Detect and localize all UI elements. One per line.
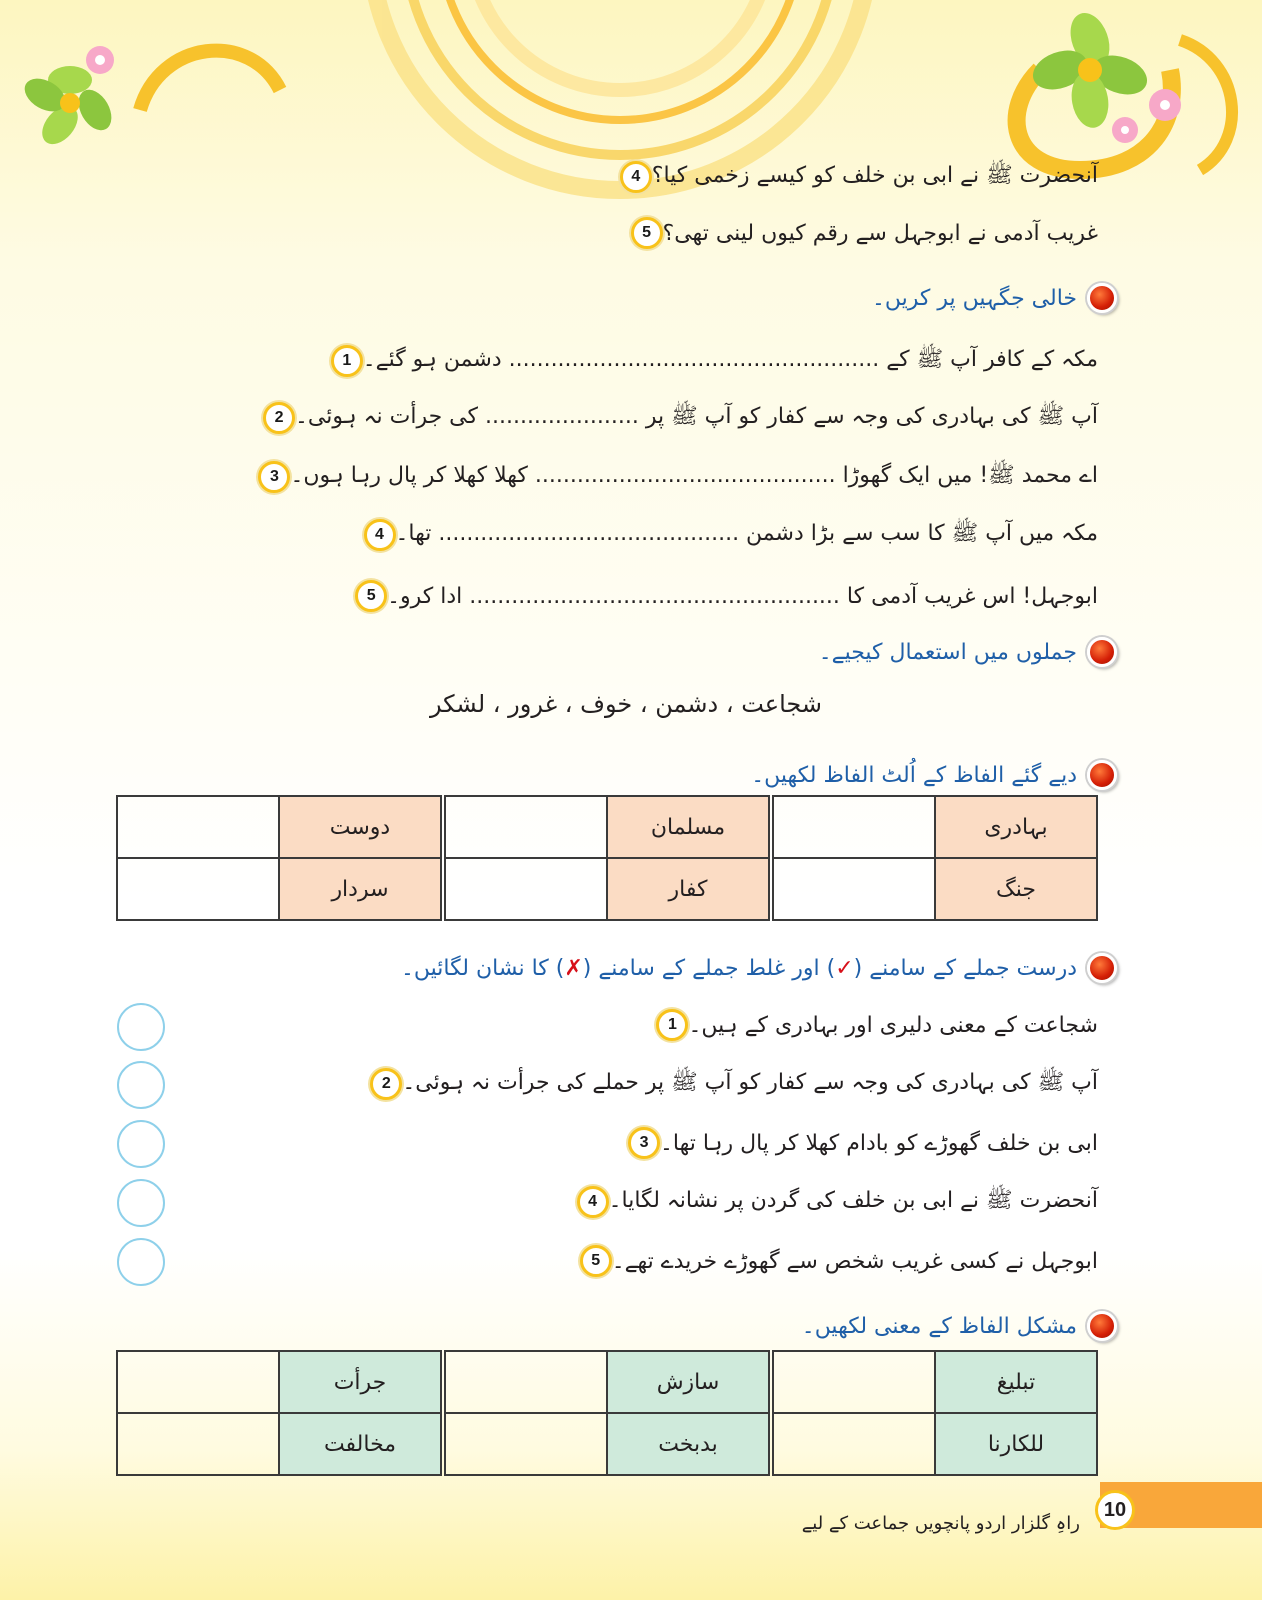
word-cell: للکارنا xyxy=(935,1413,1097,1475)
vocabulary-words: شجاعت ، دشمن ، خوف ، غرور ، لشکر xyxy=(429,690,822,718)
section-title xyxy=(401,956,1077,981)
heading-text: درست جملے کے سامنے ( xyxy=(853,955,1077,981)
section-bullet-icon xyxy=(1087,1311,1117,1341)
item-number-badge: 4 xyxy=(364,519,396,551)
section-bullet-icon xyxy=(1087,953,1117,983)
question-item xyxy=(620,157,1112,197)
answer-cell[interactable] xyxy=(445,796,607,858)
answer-cell[interactable] xyxy=(445,858,607,920)
item-number-badge: 1 xyxy=(331,345,363,377)
answer-circle[interactable] xyxy=(117,1003,165,1051)
fill-blank-item xyxy=(331,341,1112,381)
section-title: جملوں میں استعمال کیجیے۔ xyxy=(818,639,1077,665)
table-row xyxy=(117,858,1097,920)
page-number: 10 xyxy=(1095,1490,1135,1530)
fill-blank-text: مکہ کے کافر آپ ﷺ کے ..................................................... دشمن ہو گئے۔ xyxy=(362,347,1098,372)
word-cell: سازش xyxy=(607,1351,769,1413)
answer-cell[interactable] xyxy=(773,858,935,920)
fill-blanks-heading xyxy=(872,280,1117,316)
word-cell: تبلیغ xyxy=(935,1351,1097,1413)
fill-blank-text: آپ ﷺ کی بہادری کی وجہ سے کفار کو آپ ﷺ پر ...................... کی جرأت نہ ہوئی۔ xyxy=(295,404,1098,429)
item-number-badge: 1 xyxy=(656,1009,688,1041)
true-false-item xyxy=(370,1064,1112,1104)
statement-text: آپ ﷺ کی بہادری کی وجہ سے کفار کو آپ ﷺ پر حملے کی جرأت نہ ہوئی۔ xyxy=(402,1070,1098,1095)
answer-circle[interactable] xyxy=(117,1061,165,1109)
cross-icon: ✗ xyxy=(564,955,583,981)
word-cell: جرأت xyxy=(279,1351,441,1413)
answer-cell[interactable] xyxy=(445,1351,607,1413)
flower-left-icon xyxy=(19,46,118,151)
meanings-heading xyxy=(802,1308,1117,1344)
item-number-badge: 3 xyxy=(628,1127,660,1159)
fill-blank-text: مکہ میں آپ ﷺ کا سب سے بڑا دشمن ........................................... تھا۔ xyxy=(395,521,1098,546)
fill-blank-item xyxy=(263,398,1112,438)
table-row xyxy=(117,796,1097,858)
answer-cell[interactable] xyxy=(117,1351,279,1413)
item-number-badge: 4 xyxy=(577,1186,609,1218)
section-title: دیے گئے الفاظ کے اُلٹ الفاظ لکھیں۔ xyxy=(751,762,1077,788)
word-cell: مخالفت xyxy=(279,1413,441,1475)
question-text: آنحضرت ﷺ نے ابی بن خلف کو کیسے زخمی کیا؟ xyxy=(651,163,1098,188)
opposites-heading xyxy=(751,757,1117,793)
true-false-heading xyxy=(401,950,1117,986)
answer-circle[interactable] xyxy=(117,1238,165,1286)
fill-blank-item xyxy=(258,457,1112,497)
fill-blank-text: اے محمد ﷺ! میں ایک گھوڑا ........................................... کھلا کھلا کر پال رہا ہوں۔ xyxy=(290,463,1098,488)
answer-cell[interactable] xyxy=(773,1413,935,1475)
statement-text: آنحضرت ﷺ نے ابی بن خلف کی گردن پر نشانہ لگایا۔ xyxy=(608,1188,1098,1213)
answer-cell[interactable] xyxy=(445,1413,607,1475)
answer-circle[interactable] xyxy=(117,1120,165,1168)
answer-circle[interactable] xyxy=(117,1179,165,1227)
item-number-badge: 5 xyxy=(631,217,663,249)
table-row xyxy=(117,1351,1097,1413)
heading-text: ) اور غلط جملے کے سامنے ( xyxy=(582,955,836,981)
book-title: راہِ گلزار اردو پانچویں جماعت کے لیے xyxy=(801,1513,1080,1534)
word-cell: مسلمان xyxy=(607,796,769,858)
statement-text: ابوجہل نے کسی غریب شخص سے گھوڑے خریدے تھے۔ xyxy=(611,1248,1098,1274)
statement-text: ابی بن خلف گھوڑے کو بادام کھلا کر پال رہا تھا۔ xyxy=(660,1130,1098,1156)
true-false-item xyxy=(656,1005,1112,1045)
word-cell: بہادری xyxy=(935,796,1097,858)
word-cell: دوست xyxy=(279,796,441,858)
item-number-badge: 2 xyxy=(370,1068,402,1100)
item-number-badge: 2 xyxy=(263,402,295,434)
answer-cell[interactable] xyxy=(117,858,279,920)
answer-cell[interactable] xyxy=(773,1351,935,1413)
word-cell: جنگ xyxy=(935,858,1097,920)
word-cell: کفار xyxy=(607,858,769,920)
word-cell: بدبخت xyxy=(607,1413,769,1475)
section-title: مشکل الفاظ کے معنی لکھیں۔ xyxy=(801,1313,1077,1339)
section-bullet-icon xyxy=(1087,283,1117,313)
opposites-table xyxy=(116,795,1098,921)
meanings-table xyxy=(116,1350,1098,1476)
true-false-item xyxy=(580,1241,1112,1281)
section-bullet-icon xyxy=(1087,760,1117,790)
fill-blank-text: ابوجہل! اس غریب آدمی کا ..................................................... ادا کرو۔ xyxy=(387,583,1098,609)
true-false-item xyxy=(577,1182,1112,1222)
answer-cell[interactable] xyxy=(117,796,279,858)
section-bullet-icon xyxy=(1087,637,1117,667)
fill-blank-item xyxy=(355,576,1112,616)
question-text: غریب آدمی نے ابوجہل سے رقم کیوں لینی تھی؟ xyxy=(662,220,1098,246)
table-row xyxy=(117,1413,1097,1475)
item-number-badge: 5 xyxy=(355,580,387,612)
section-title: خالی جگہیں پر کریں۔ xyxy=(872,285,1077,311)
answer-cell[interactable] xyxy=(773,796,935,858)
heading-text: ) کا نشان لگائیں۔ xyxy=(401,955,565,981)
item-number-badge: 5 xyxy=(580,1245,612,1277)
question-item xyxy=(631,213,1112,253)
true-false-item xyxy=(628,1123,1112,1163)
fill-blank-item xyxy=(364,515,1113,555)
sentences-heading xyxy=(819,634,1117,670)
word-cell: سردار xyxy=(279,858,441,920)
statement-text: شجاعت کے معنی دلیری اور بہادری کے ہیں۔ xyxy=(688,1012,1098,1038)
answer-cell[interactable] xyxy=(117,1413,279,1475)
item-number-badge: 3 xyxy=(258,461,290,493)
item-number-badge: 4 xyxy=(620,161,652,193)
tick-icon: ✓ xyxy=(835,955,854,981)
